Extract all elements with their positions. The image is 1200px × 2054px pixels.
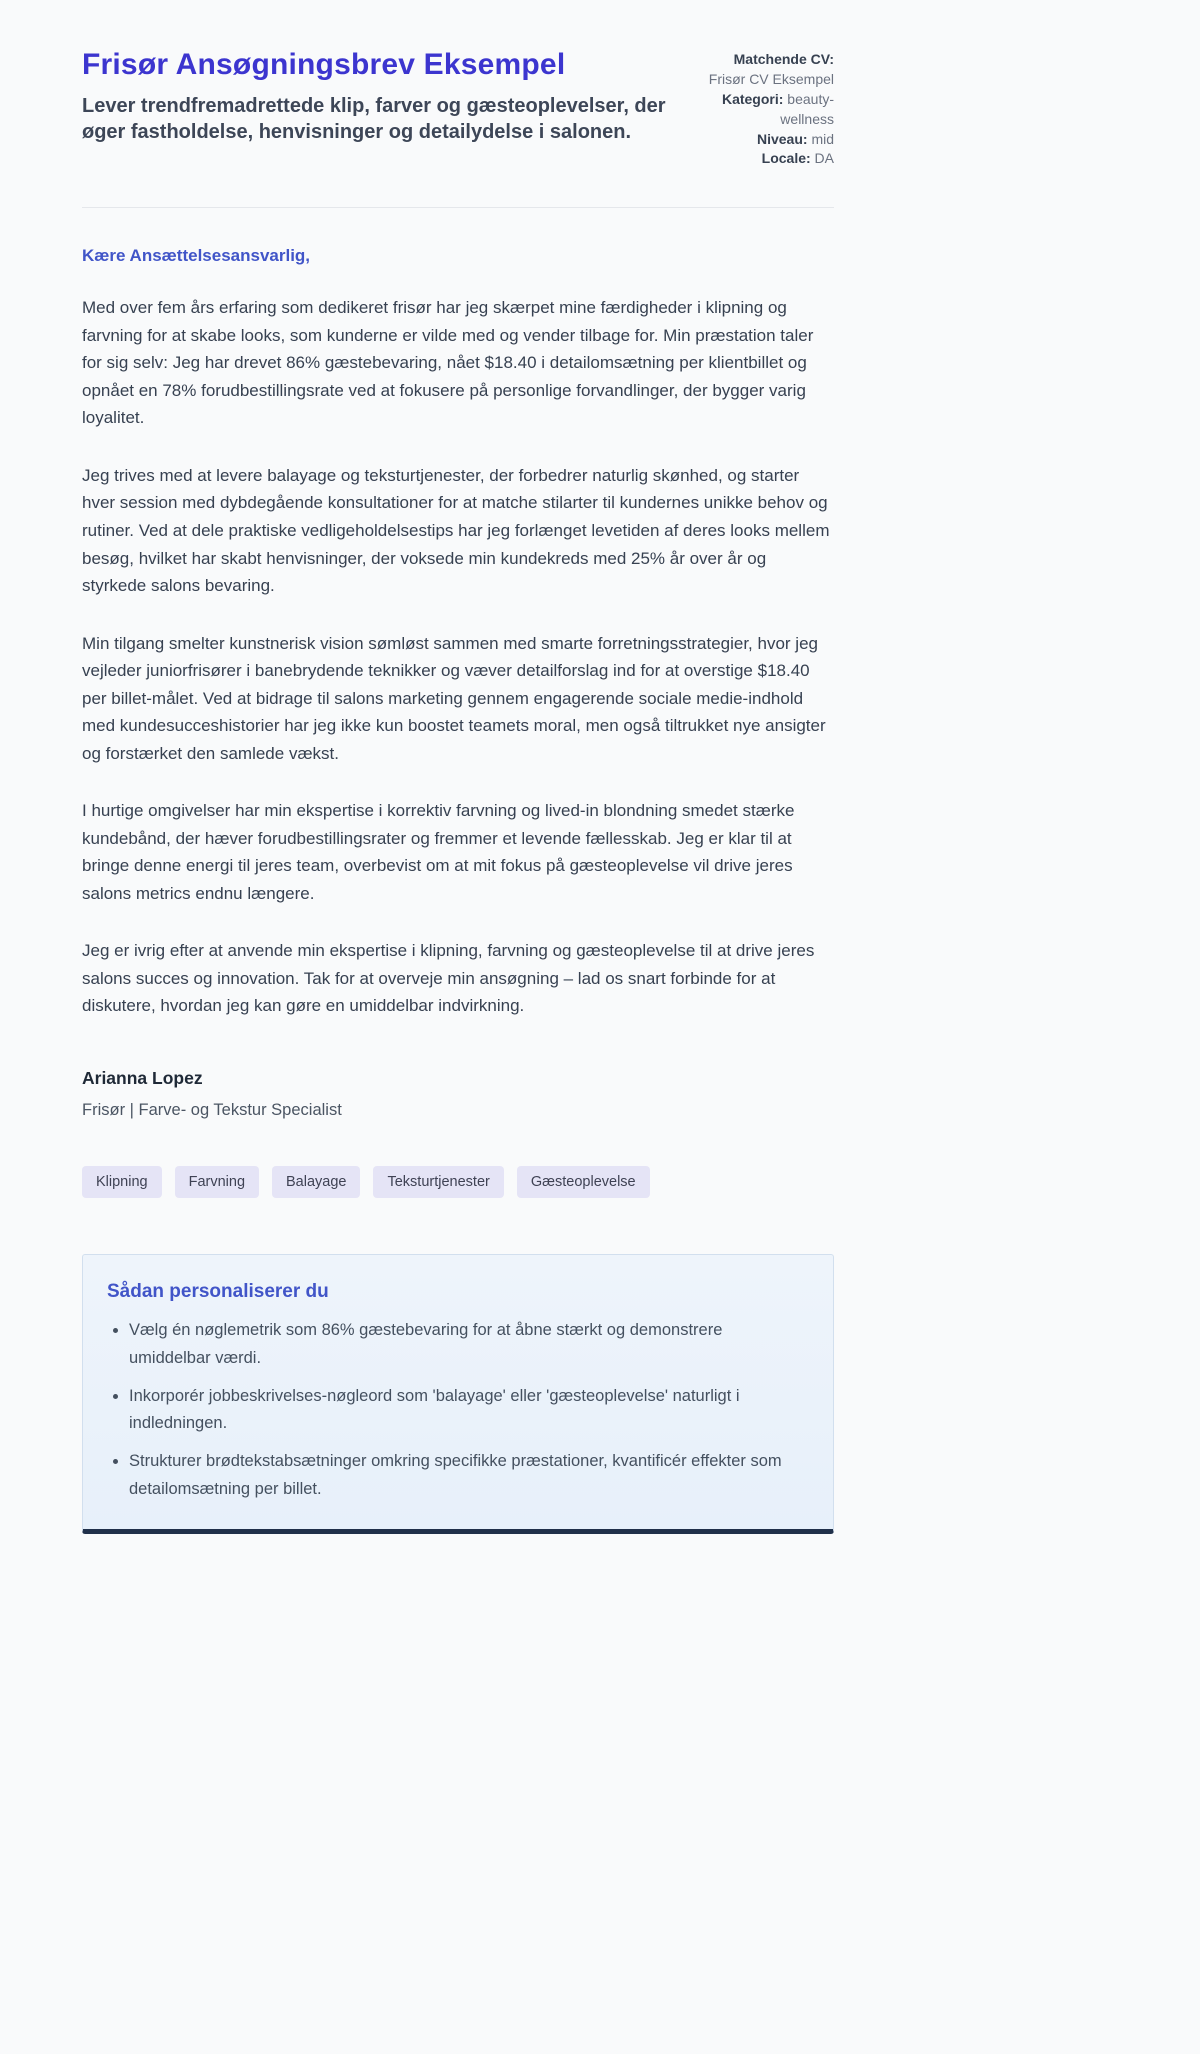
letter-body — [82, 246, 834, 1534]
meta-level-label: Niveau: — [756, 130, 808, 147]
signature-role: Frisør | Farve- og Tekstur Specialist — [82, 1100, 342, 1119]
tips-box — [82, 1254, 834, 1533]
meta-category-value: beauty-wellness — [780, 90, 834, 127]
meta-locale-value: DA — [814, 150, 834, 167]
meta-matching-cv-label: Matchende CV: — [733, 51, 834, 67]
meta-locale — [696, 149, 834, 169]
tag-chip: Farvning — [175, 1166, 259, 1199]
letter-paragraph: Med over fem års erfaring som dedikeret frisør har jeg skærpet mine færdigheder i klipning og farvning for at skabe looks, som kunderne er vilde med og vender tilbage for. Min præstation taler for sig selv: Jeg har drevet 86% gæstebevaring, nået $18.40 i detailomsætning per klientbillet og opnået en 78% forudbestillingsrate ved at fokusere på personlige forvandlinger, der bygger varig loyalitet. — [82, 298, 814, 428]
tag-chip: Gæsteoplevelse — [517, 1166, 650, 1199]
letter-paragraph: Jeg trives med at levere balayage og teksturtjenester, der forbedrer naturlig skønhed, og starter hver session med dybdegående konsultationer for at matche stilarter til kundernes unikke behov og rutiner. Ved at dele praktiske vedligeholdelsestips har jeg forlænget levetiden af deres looks mellem besøg, hvilket har skabt henvisninger, der voksede min kundekreds med 25% år over år og styrkede salons bevaring. — [82, 465, 830, 596]
header — [82, 48, 834, 169]
letter-paragraph: I hurtige omgivelser har min ekspertise i korrektiv farvning og lived-in blondning smedet stærke kundebånd, der hæver forudbestillingsrater og fremmer et levende fællesskab. Jeg er klar til at bringe denne energi til jeres team, overbevist om at mit fokus på gæsteoplevelse vil drive jeres salons metrics endnu længere. — [82, 801, 795, 903]
letter-paragraph: Min tilgang smelter kunstnerisk vision sømløst sammen med smarte forretningsstrategier, hvor jeg vejleder juniorfrisører i banebrydende teknikker og væver detailforslag ind for at overstige $18.40 per billet-målet. Ved at bidrage til salons marketing gennem engagerende sociale medie-indhold med kundesucceshistorier har jeg ikke kun boostet teamets moral, men også tiltrukket nye ansigter og forstærket den samlede vækst. — [82, 633, 826, 763]
tip-item: • Inkorporér jobbeskrivelses-nøgleord som 'balayage' eller 'gæsteoplevelse' naturligt i indledningen. — [129, 1383, 803, 1437]
salutation: Kære Ansættelsesansvarlig, — [82, 246, 311, 266]
tag-chip: Balayage — [272, 1166, 360, 1199]
tag-chip: Klipning — [82, 1166, 162, 1199]
signature-name: Arianna Lopez — [82, 1067, 203, 1088]
tips-title: Sådan personaliserer du — [107, 1281, 329, 1303]
letter-paragraph: Jeg er ivrig efter at anvende min ekspertise i klipning, farvning og gæsteoplevelse til at drive jeres salons succes og innovation. Tak for at overveje min ansøgning – lad os snart forbinde for at diskutere, hvordan jeg kan gøre en umiddelbar indvirkning. — [82, 941, 815, 1016]
meta-matching-cv-value: Frisør CV Eksempel — [708, 70, 834, 87]
tip-item: • Strukturer brødtekstabsætninger omkring specifikke præstationer, kvantificér effekter som detailomsætning per billet. — [129, 1448, 803, 1502]
meta-category-label: Kategori: — [721, 90, 784, 107]
tip-item: • Vælg én nøglemetrik som 86% gæstebevaring for at åbne stærkt og demonstrere umiddelbar værdi. — [129, 1317, 803, 1371]
header-divider — [82, 207, 834, 208]
tips-list — [107, 1317, 803, 1502]
meta-category — [696, 90, 834, 130]
meta-level-value: mid — [811, 130, 834, 147]
tag-list — [82, 1166, 834, 1199]
meta-panel — [696, 48, 834, 169]
title-block — [82, 48, 682, 145]
meta-matching-cv — [696, 50, 834, 90]
page-subtitle: Lever trendfremadrettede klip, farver og gæsteoplevelser, der øger fastholdelse, henvisninger og detailydelse i salonen. — [82, 94, 666, 143]
meta-locale-label: Locale: — [761, 150, 811, 167]
content-container — [82, 0, 834, 1534]
letter-paragraphs — [82, 294, 834, 1020]
page-title: Frisør Ansøgningsbrev Eksempel — [82, 48, 566, 81]
tag-chip: Teksturtjenester — [373, 1166, 503, 1199]
meta-level — [696, 130, 834, 150]
